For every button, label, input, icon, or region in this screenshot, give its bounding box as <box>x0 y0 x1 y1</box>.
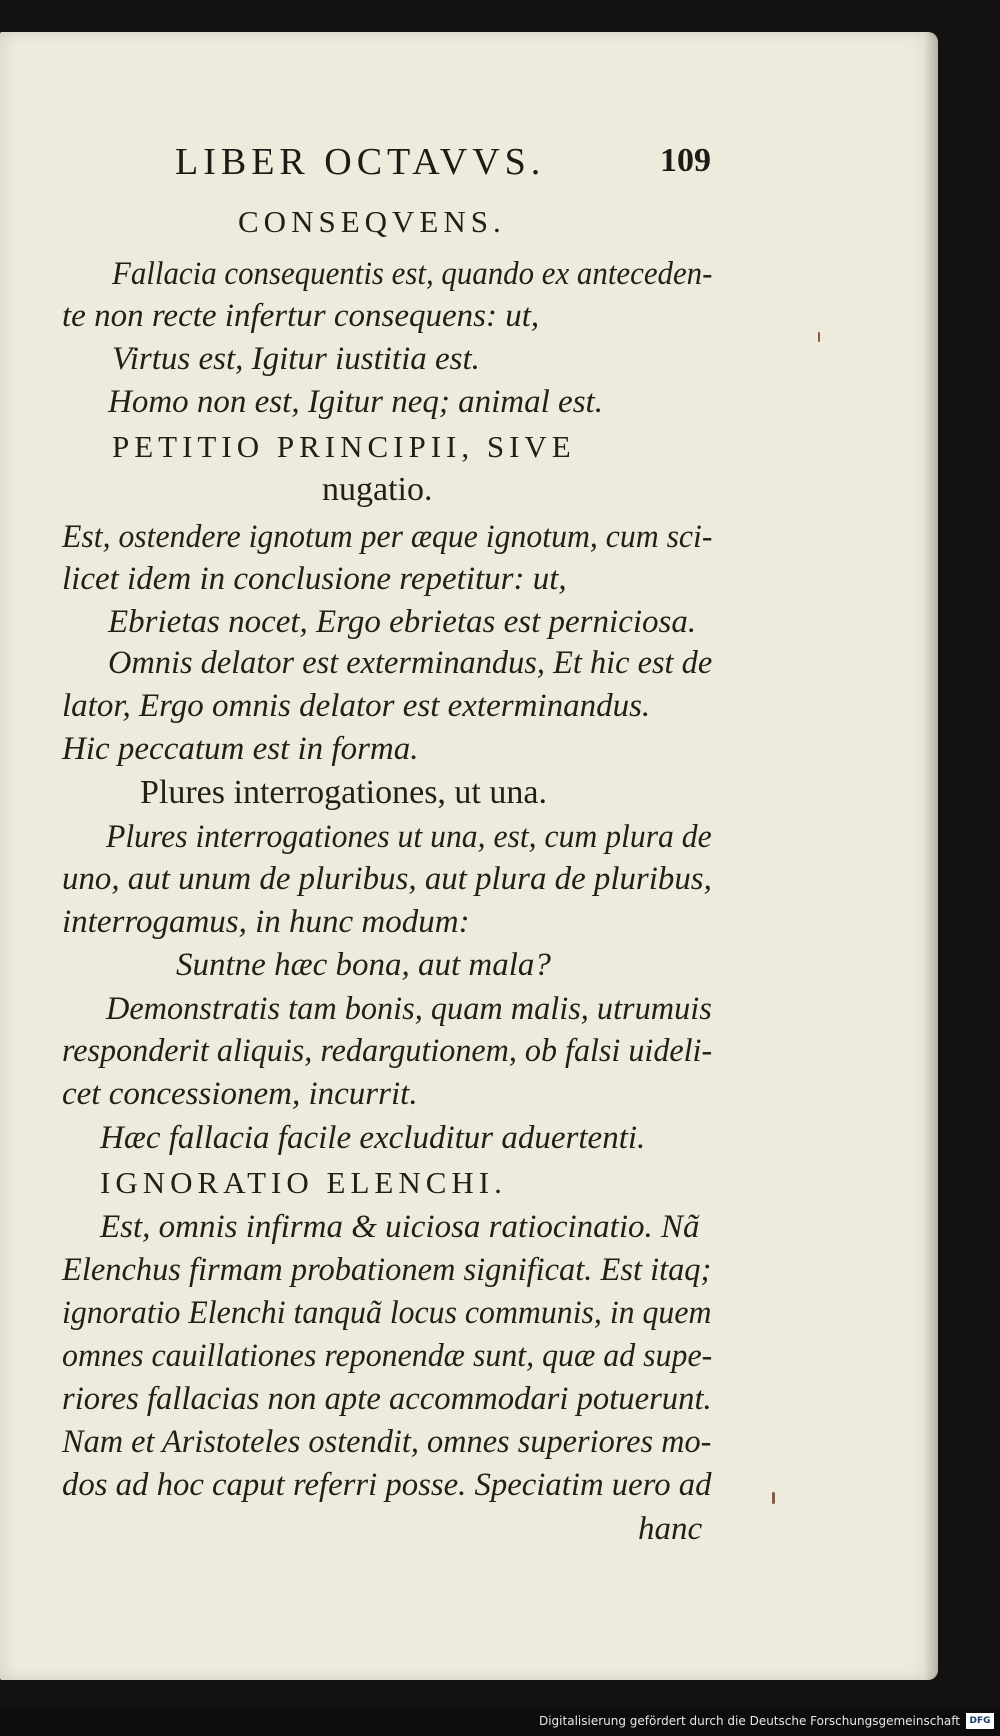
text-line: interrogamus, in hunc modum: <box>62 904 470 940</box>
text-line: uno, aut unum de pluribus, aut plura de pluribus, <box>62 861 712 897</box>
text-line: ignoratio Elenchi tanquã locus communis, in quem <box>62 1295 712 1331</box>
section-heading: CONSEQVENS. <box>238 204 506 239</box>
text-line: omnes cauillationes reponendæ sunt, quæ ad supe- <box>62 1338 713 1374</box>
section-heading-continued: nugatio. <box>322 471 433 508</box>
text-line: Hæc fallacia facile excluditur aduertenti. <box>100 1120 646 1156</box>
text-line: Est, omnis infirma & uiciosa ratiocinatio. Nã <box>100 1209 700 1245</box>
text-line: Demonstratis tam bonis, quam malis, utrumuis <box>106 991 712 1027</box>
text-line: te non recte infertur consequens: ut, <box>62 298 540 334</box>
text-line: Omnis delator est exterminandus, Et hic est de <box>108 645 713 681</box>
text-line: Nam et Aristoteles ostendit, omnes superiores mo- <box>62 1424 712 1460</box>
funding-credit: Digitalisierung gefördert durch die Deutsche Forschungsgemeinschaft <box>538 1714 960 1728</box>
text-line: licet idem in conclusione repetitur: ut, <box>62 561 567 597</box>
text-line: Plures interrogationes ut una, est, cum plura de <box>106 819 712 855</box>
text-line: Virtus est, Igitur iustitia est. <box>112 341 480 377</box>
running-head-title: LIBER OCTAVVS. <box>175 141 546 183</box>
paper-blemish <box>772 1492 775 1504</box>
digitization-footer <box>0 1708 1000 1736</box>
text-line: Homo non est, Igitur neq; animal est. <box>108 384 603 420</box>
running-head <box>0 140 938 190</box>
section-heading: IGNORATIO ELENCHI. <box>100 1165 507 1200</box>
text-line: lator, Ergo omnis delator est exterminandus. <box>62 688 651 724</box>
section-heading: Plures interrogationes, ut una. <box>140 774 547 811</box>
text-line: Elenchus firmam probationem significat. Est itaq; <box>62 1252 712 1288</box>
text-line: responderit aliquis, redargutionem, ob falsi uideli- <box>62 1033 713 1069</box>
section-heading: PETITIO PRINCIPII, SIVE <box>112 429 576 464</box>
text-line: Hic peccatum est in forma. <box>62 731 419 767</box>
text-line: Fallacia consequentis est, quando ex anteceden- <box>112 256 713 292</box>
text-line: Est, ostendere ignotum per æque ignotum, cum sci- <box>62 519 713 555</box>
page-number: 109 <box>660 142 711 179</box>
text-line: Suntne hæc bona, aut mala? <box>176 947 551 983</box>
book-page <box>0 32 938 1680</box>
text-line: cet concessionem, incurrit. <box>62 1076 418 1112</box>
catchword: hanc <box>638 1511 703 1547</box>
text-line: Ebrietas nocet, Ergo ebrietas est perniciosa. <box>108 604 697 640</box>
paper-blemish <box>818 332 820 342</box>
text-line: riores fallacias non apte accommodari potuerunt. <box>62 1381 712 1417</box>
text-line: dos ad hoc caput referri posse. Speciatim uero ad <box>62 1467 712 1503</box>
dfg-logo: DFG <box>966 1713 994 1729</box>
